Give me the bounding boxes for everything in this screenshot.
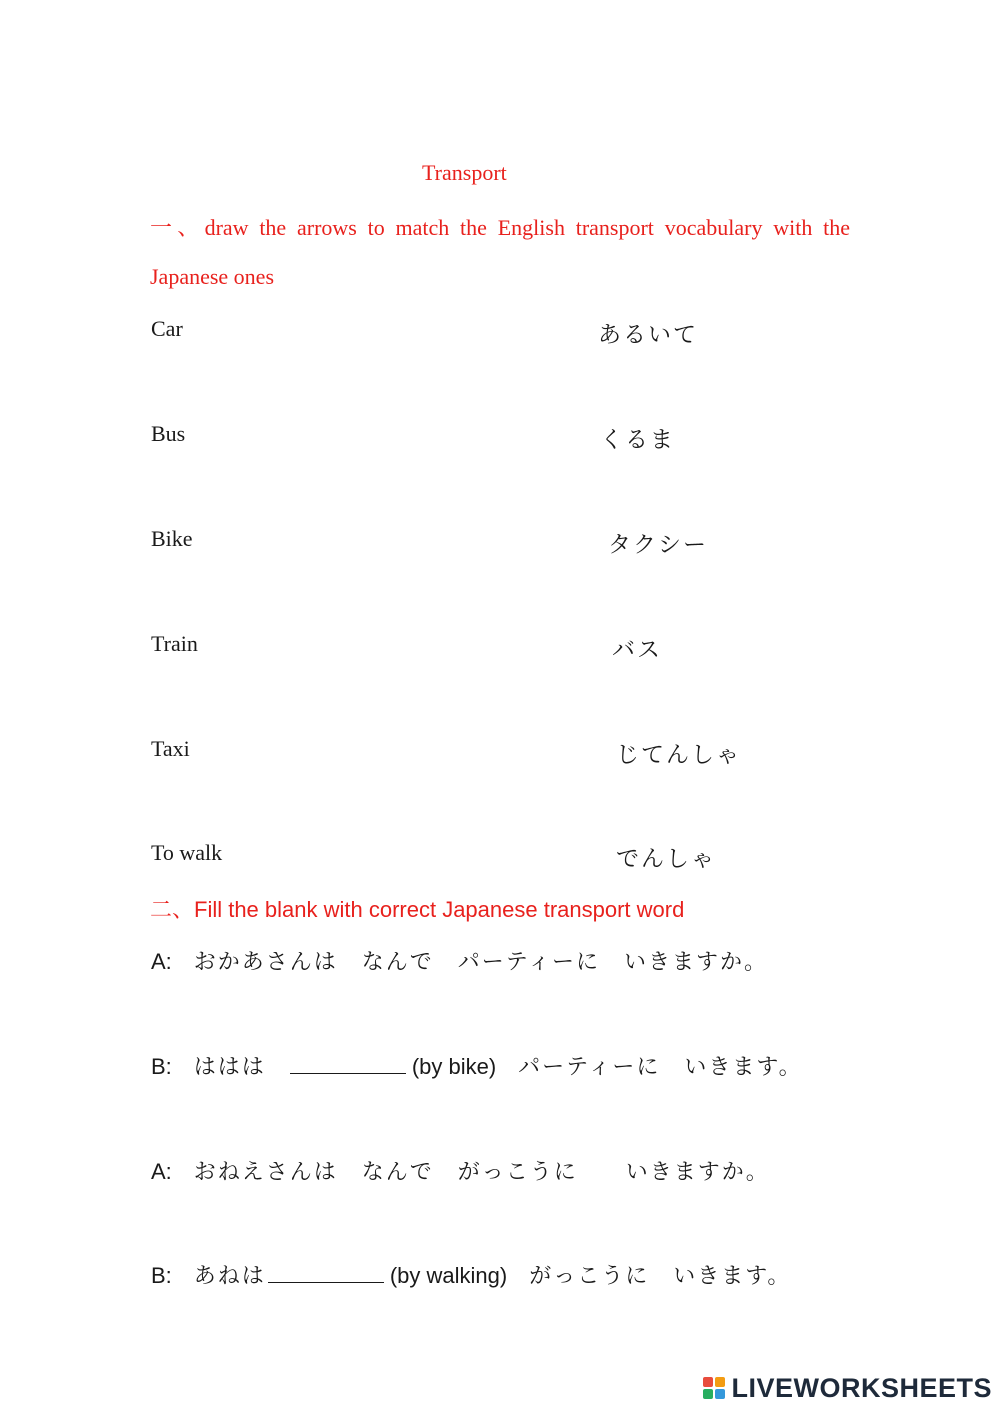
hint-text: (by walking) (389, 1263, 508, 1288)
english-word-bus[interactable]: Bus (151, 421, 186, 446)
japanese-word-3[interactable]: タクシー (608, 532, 708, 558)
section1-instruction: 一、draw the arrows to match the English transport vocabulary with the (150, 215, 850, 240)
section2-instruction: 二、Fill the blank with correct Japanese transport word (150, 897, 685, 922)
japanese-word-6[interactable]: でんしゃ (616, 846, 716, 872)
question-text: おねえさんは なんで がっこうに いきますか。 (193, 1160, 770, 1185)
answer-blank-2[interactable] (268, 1262, 384, 1283)
english-word-bike[interactable]: Bike (151, 526, 193, 551)
logo-tile (715, 1377, 725, 1387)
section1-instruction-continued: Japanese ones (150, 264, 275, 289)
worksheet-title: Transport (422, 160, 507, 185)
speaker-label: A: (151, 1159, 172, 1184)
liveworksheets-logo[interactable] (703, 1371, 992, 1405)
logo-tile (703, 1389, 713, 1399)
question-text: おかあさんは なんで パーティーに いきますか。 (193, 950, 769, 975)
english-word-train[interactable]: Train (151, 631, 198, 656)
dialogue-line-2 (151, 1050, 803, 1081)
dialogue-line-1 (151, 945, 768, 976)
english-word-car[interactable]: Car (151, 316, 183, 341)
dialogue-line-4 (151, 1259, 791, 1290)
answer-prefix: ははは (193, 1055, 266, 1080)
japanese-word-2[interactable]: くるま (600, 427, 675, 453)
english-word-to-walk[interactable]: To walk (151, 840, 223, 865)
japanese-word-5[interactable]: じてんしゃ (616, 742, 741, 768)
answer-suffix: パーティーに いきます。 (518, 1055, 803, 1080)
answer-prefix: あねは (193, 1264, 266, 1289)
speaker-label: B: (151, 1054, 172, 1079)
logo-grid-icon (703, 1377, 725, 1399)
japanese-word-1[interactable]: あるいて (598, 322, 698, 348)
logo-text: LIVEWORKSHEETS (731, 1372, 992, 1403)
speaker-label: A: (151, 949, 172, 974)
answer-suffix: がっこうに いきます。 (529, 1264, 792, 1289)
logo-tile (703, 1377, 713, 1387)
logo-tile (715, 1389, 725, 1399)
dialogue-line-3 (151, 1155, 770, 1186)
english-word-taxi[interactable]: Taxi (151, 736, 190, 761)
japanese-word-4[interactable]: バス (612, 637, 662, 663)
speaker-label: B: (151, 1263, 172, 1288)
hint-text: (by bike) (411, 1054, 497, 1079)
answer-blank-1[interactable] (290, 1053, 406, 1074)
